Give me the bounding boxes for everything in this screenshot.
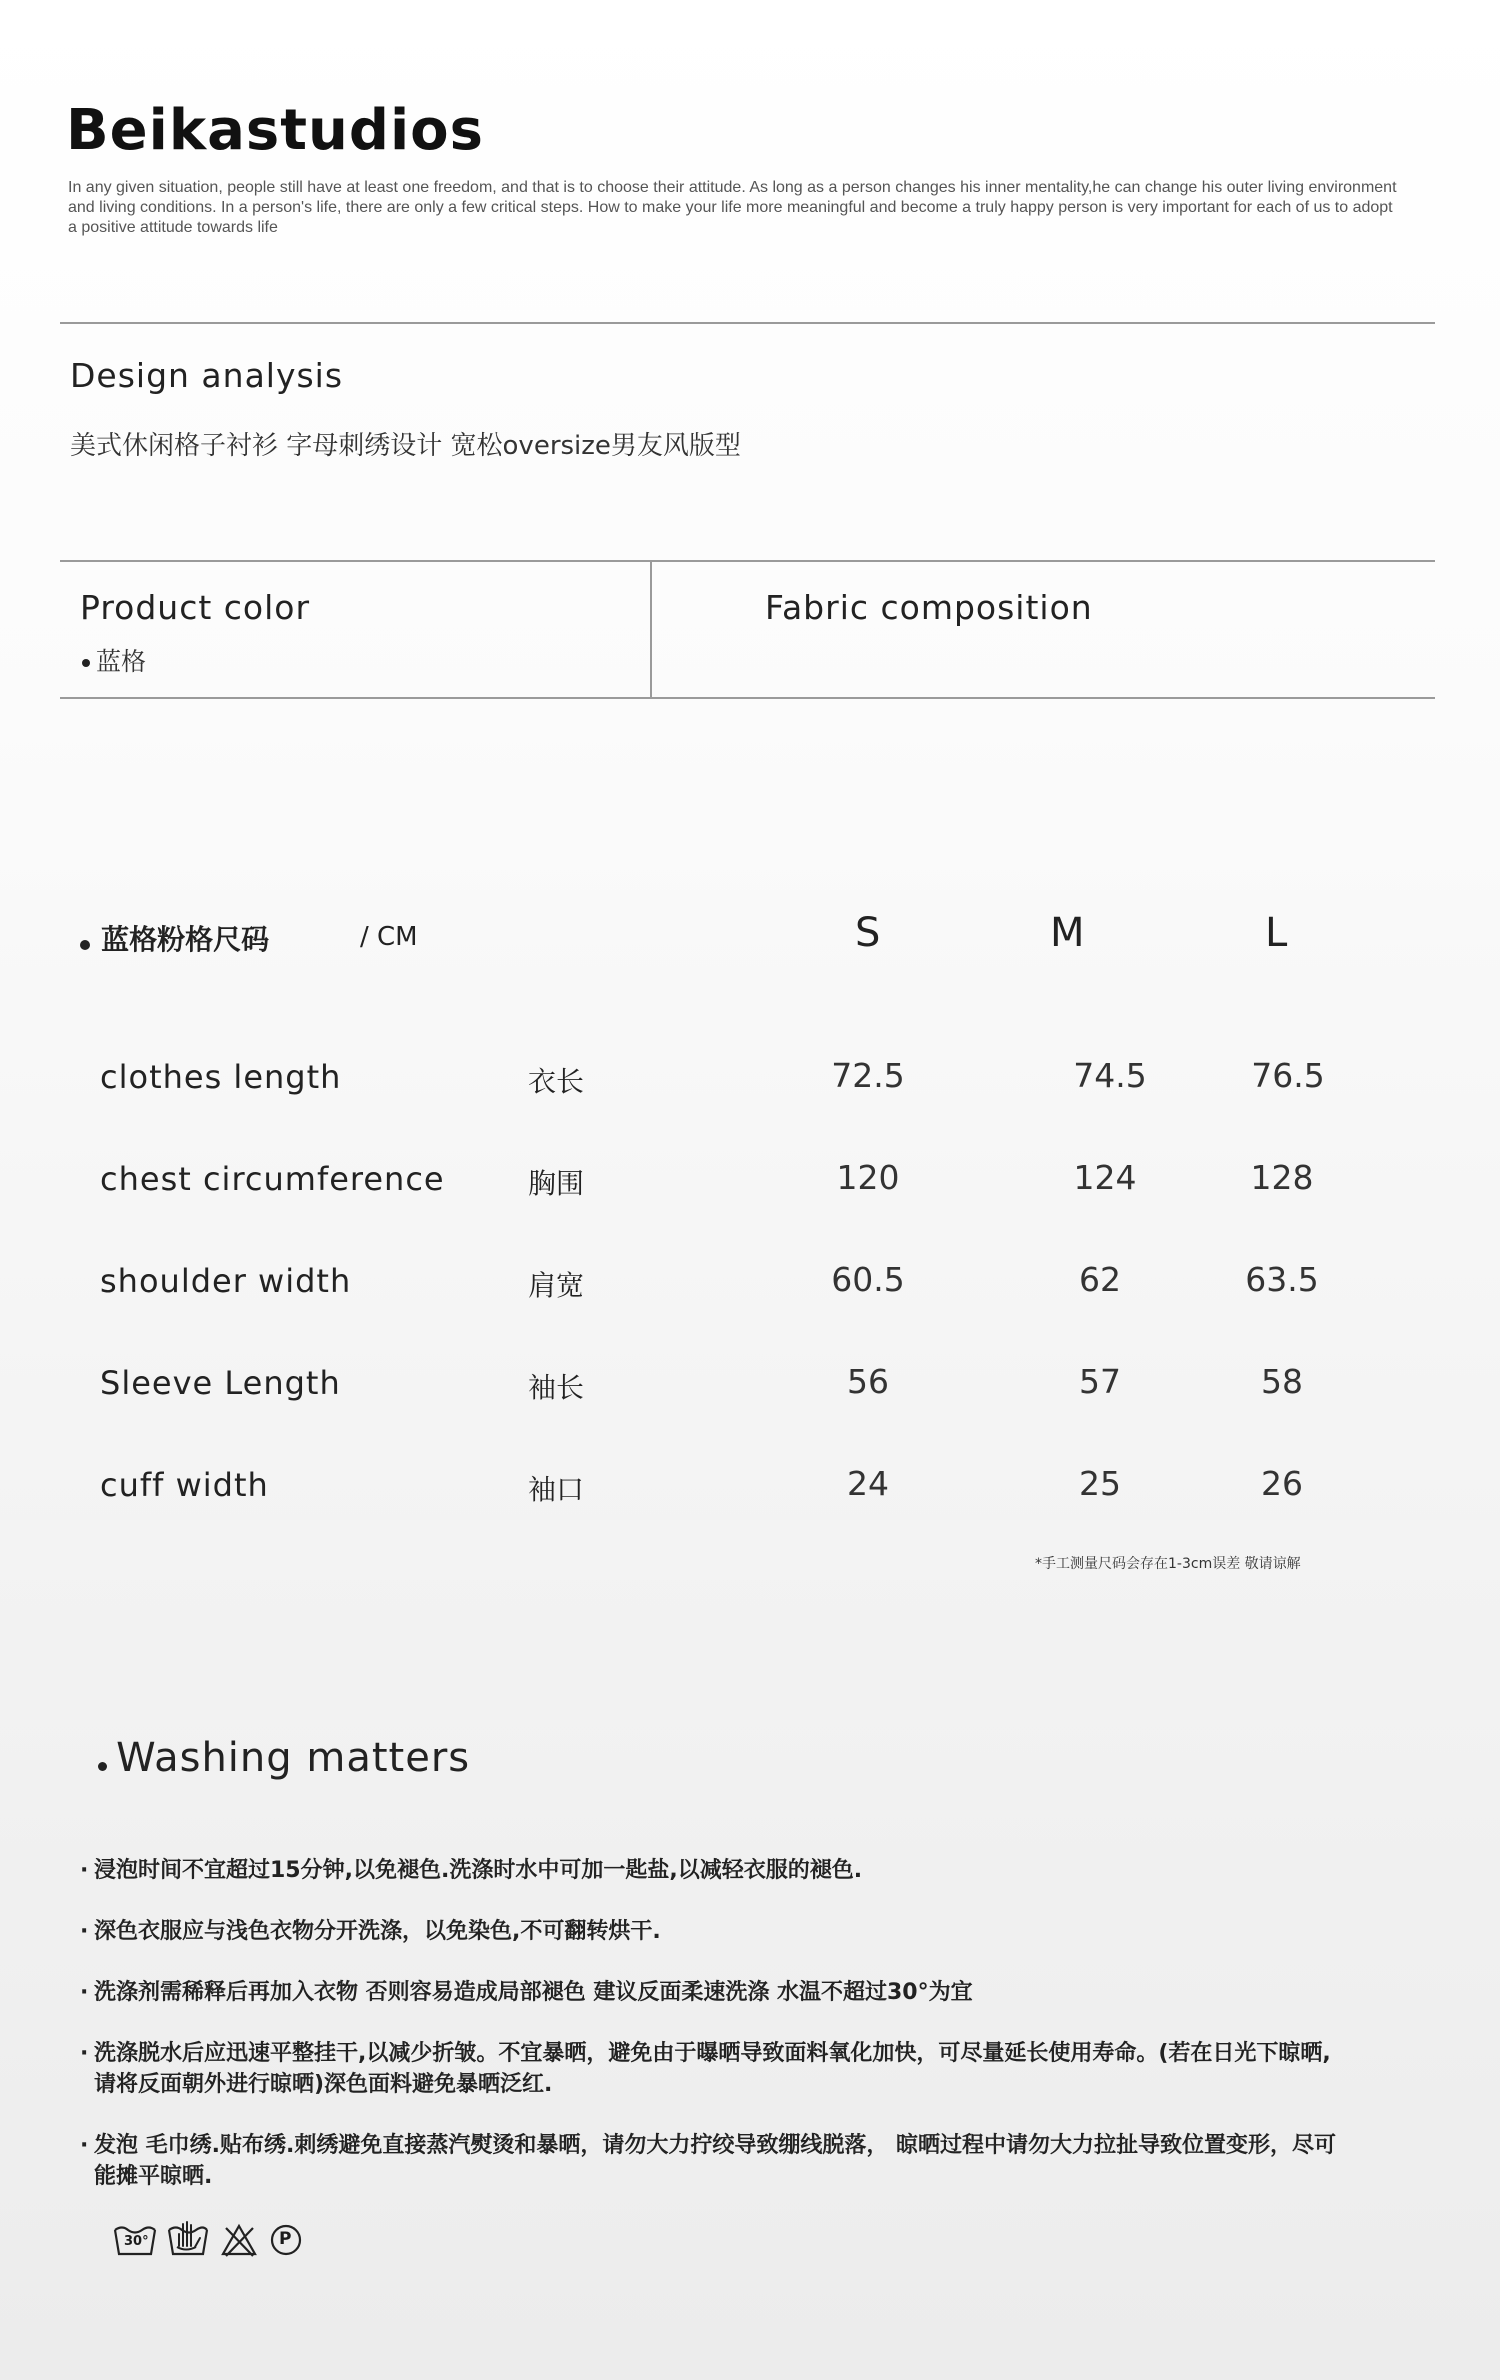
row-label-sleeve-length: Sleeve Length bbox=[100, 1364, 341, 1402]
design-description: 美式休闲格子衬衫 字母刺绣设计 宽松oversize男友风版型 bbox=[70, 431, 741, 461]
value-cell: 26 bbox=[1261, 1464, 1303, 1503]
row-label-chest-circumference: chest circumference bbox=[100, 1160, 445, 1198]
washing-item: · 洗涤剂需稀释后再加入衣物 否则容易造成局部褪色 建议反面柔速洗涤 水温不超过30°为宜 bbox=[94, 1977, 1344, 2008]
divider-top bbox=[60, 322, 1435, 324]
size-table-header bbox=[80, 918, 269, 958]
fabric-composition-title: Fabric composition bbox=[765, 588, 1093, 627]
bullet-icon: · bbox=[80, 2041, 89, 2066]
value-cell: 57 bbox=[1079, 1362, 1121, 1401]
washing-item: · 深色衣服应与浅色衣物分开洗涤，以免染色,不可翻转烘干. bbox=[94, 1916, 1344, 1947]
value-cell: 62 bbox=[1079, 1260, 1121, 1299]
size-label-s: S bbox=[855, 910, 881, 956]
washing-item: · 浸泡时间不宜超过15分钟,以免褪色.洗涤时水中可加一匙盐,以减轻衣服的褪色. bbox=[94, 1855, 1344, 1886]
divider-box-top bbox=[60, 560, 1435, 562]
washing-item: · 发泡 毛巾绣.贴布绣.刺绣避免直接蒸汽熨烫和暴晒，请勿大力拧绞导致绷线脱落， 晾晒过程中请勿大力拉扯导致位置变形，尽可能摊平晾晒. bbox=[94, 2130, 1344, 2192]
color-option-label: 蓝格 bbox=[96, 647, 147, 676]
size-unit: / CM bbox=[360, 922, 418, 952]
row-label-shoulder-width: shoulder width bbox=[100, 1262, 352, 1300]
design-analysis-title: Design analysis bbox=[70, 356, 344, 395]
value-cell: 120 bbox=[836, 1158, 900, 1197]
value-cell: 128 bbox=[1250, 1158, 1314, 1197]
divider-box-bottom bbox=[60, 697, 1435, 699]
color-option bbox=[82, 642, 146, 678]
row-label-clothes-length: clothes length bbox=[100, 1058, 342, 1096]
bullet-icon: · bbox=[80, 1919, 89, 1944]
value-cell: 74.5 bbox=[1073, 1056, 1147, 1095]
row-cn-clothes-length: 衣长 bbox=[528, 1065, 585, 1098]
bullet-icon: · bbox=[80, 1858, 89, 1883]
value-cell: 56 bbox=[847, 1362, 889, 1401]
washing-header bbox=[98, 1735, 470, 1781]
wash-temp-label: 30° bbox=[124, 2234, 149, 2249]
product-color-title: Product color bbox=[80, 588, 311, 627]
row-label-cuff-width: cuff width bbox=[100, 1466, 269, 1504]
size-table-heading: 蓝格粉格尺码 bbox=[101, 923, 270, 956]
size-label-m: M bbox=[1050, 910, 1085, 956]
dry-clean-label: P bbox=[279, 2229, 292, 2249]
divider-box-middle bbox=[650, 560, 652, 698]
washing-title: Washing matters bbox=[116, 1735, 471, 1781]
value-cell: 76.5 bbox=[1251, 1056, 1325, 1095]
value-cell: 124 bbox=[1073, 1158, 1137, 1197]
value-cell: 58 bbox=[1261, 1362, 1303, 1401]
value-cell: 60.5 bbox=[831, 1260, 905, 1299]
value-cell: 25 bbox=[1079, 1464, 1121, 1503]
hand-wash-icon bbox=[166, 2216, 210, 2262]
size-label-l: L bbox=[1265, 910, 1288, 956]
bullet-icon bbox=[82, 659, 90, 667]
value-cell: 63.5 bbox=[1245, 1260, 1319, 1299]
wash-30-icon bbox=[112, 2222, 158, 2262]
brand-tagline: In any given situation, people still have at least one freedom, and that is to choose their attitude. As long as a person changes his inner mentality,he can change his outer living environment and living conditions. In a person's life, there are only a few critical steps. How to make your life more meaningful and become a truly happy person is very important for each of us to adopt a positive attitude towards life bbox=[68, 179, 1397, 236]
washing-item: · 洗涤脱水后应迅速平整挂干,以减少折皱。不宜暴晒，避免由于曝晒导致面料氧化加快，可尽量延长使用寿命。(若在日光下晾晒,请将反面朝外进行晾晒)深色面料避免暴晒泛红. bbox=[94, 2038, 1344, 2100]
bullet-icon bbox=[80, 940, 90, 950]
bullet-icon: · bbox=[80, 2133, 89, 2158]
value-cell: 72.5 bbox=[831, 1056, 905, 1095]
bullet-icon bbox=[98, 1762, 107, 1771]
dry-clean-p-icon bbox=[268, 2222, 304, 2262]
row-cn-cuff-width: 袖口 bbox=[528, 1473, 585, 1506]
row-cn-chest-circumference: 胸围 bbox=[528, 1167, 585, 1200]
row-cn-shoulder-width: 肩宽 bbox=[528, 1269, 585, 1302]
row-cn-sleeve-length: 袖长 bbox=[528, 1371, 585, 1404]
no-bleach-icon bbox=[220, 2222, 258, 2262]
value-cell: 24 bbox=[847, 1464, 889, 1503]
brand-logo: Beikastudios bbox=[66, 98, 484, 163]
measurement-note: *手工测量尺码会存在1-3cm误差 敬请谅解 bbox=[1035, 1556, 1301, 1572]
bullet-icon: · bbox=[80, 1980, 89, 2005]
